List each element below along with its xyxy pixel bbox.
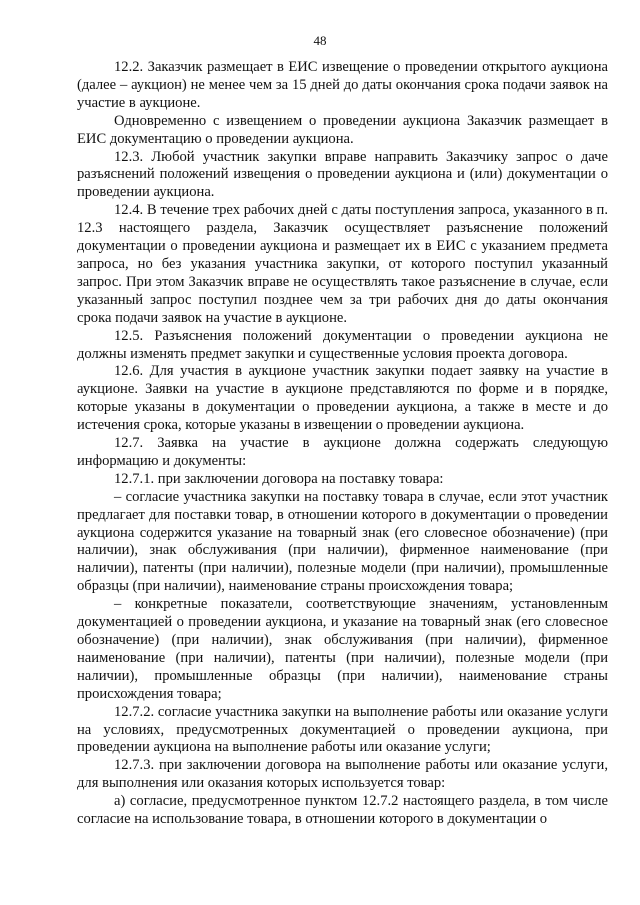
list-item-a-consent: а) согласие, предусмотренное пунктом 12.7.2 настоящего раздела, в том числе согласие на использование товара, в отношении которого в документации о xyxy=(77,793,608,828)
paragraph-12-7: 12.7. Заявка на участие в аукционе должна содержать следующую информацию и документы: xyxy=(77,435,608,469)
page-number: 48 xyxy=(313,33,327,48)
paragraph-12-6: 12.6. Для участия в аукционе участник закупки подает заявку на участие в аукционе. Заявки на участие в аукционе представляются по форме и в порядке, которые указаны в документации о проведении аукциона, а также в месте и до истечения срока, которые указаны в извещении о проведении аукциона. xyxy=(77,363,608,434)
list-item-consent-supply: – согласие участника закупки на поставку товара в случае, если этот участник предлагает для поставки товар, в отношении которого в документации о проведении аукциона содержится указание на товарный знак (его словесное обозначение) (при наличии), знак обслуживания (при наличии), фирменное наименование (при наличии), патенты (при наличии), полезные модели (при наличии), промышленные образцы (при наличии), наименование страны происхождения товара; xyxy=(77,488,608,595)
paragraph-12-2: 12.2. Заказчик размещает в ЕИС извещение о проведении открытого аукциона (далее – аукцион) не менее чем за 15 дней до даты окончания срока подачи заявок на участие в аукционе. xyxy=(77,59,608,111)
paragraph-12-3: 12.3. Любой участник закупки вправе направить Заказчику запрос о даче разъяснений положений извещения о проведении аукциона и (или) документации о проведении аукциона. xyxy=(77,148,608,201)
paragraph-12-7-3: 12.7.3. при заключении договора на выполнение работы или оказание услуги, для выполнения или оказания которых используется товар: xyxy=(77,757,608,792)
paragraph-12-7-1: 12.7.1. при заключении договора на поставку товара: xyxy=(114,470,444,487)
paragraph-12-2-documentation: Одновременно с извещением о проведении аукциона Заказчик размещает в ЕИС документацию о проведении аукциона. xyxy=(77,112,608,147)
document-body xyxy=(77,59,608,829)
paragraph-12-5: 12.5. Разъяснения положений документации о проведении аукциона не должны изменять предмет закупки и существенные условия проекта договора. xyxy=(77,327,608,362)
list-item-specific-indicators: – конкретные показатели, соответствующие значениям, установленным документацией о проведении аукциона, и указание на товарный знак (его словесное обозначение) (при наличии), знак обслуживания (при наличии), фирменное наименование (при наличии), патенты (при наличии), полезные модели (при наличии), промышленные образцы (при наличии), наименование страны происхождения товара; xyxy=(77,596,608,702)
paragraph-12-4: 12.4. В течение трех рабочих дней с даты поступления запроса, указанного в п. 12.3 настоящего раздела, Заказчик осуществляет разъяснение положений документации о проведении аукциона и размещает их в ЕИС с указанием предмета запроса, но без указания участника закупки, от которого поступил указанный запрос. При этом Заказчик вправе не осуществлять такое разъяснение в случае, если указанный запрос поступил позднее чем за три рабочих дня до даты окончания срока подачи заявок на участие в аукционе. xyxy=(77,202,608,326)
paragraph-12-7-2: 12.7.2. согласие участника закупки на выполнение работы или оказание услуги на условиях, предусмотренных документацией о проведении аукциона, при проведении аукциона на выполнение работы или оказание услуги; xyxy=(77,703,608,756)
